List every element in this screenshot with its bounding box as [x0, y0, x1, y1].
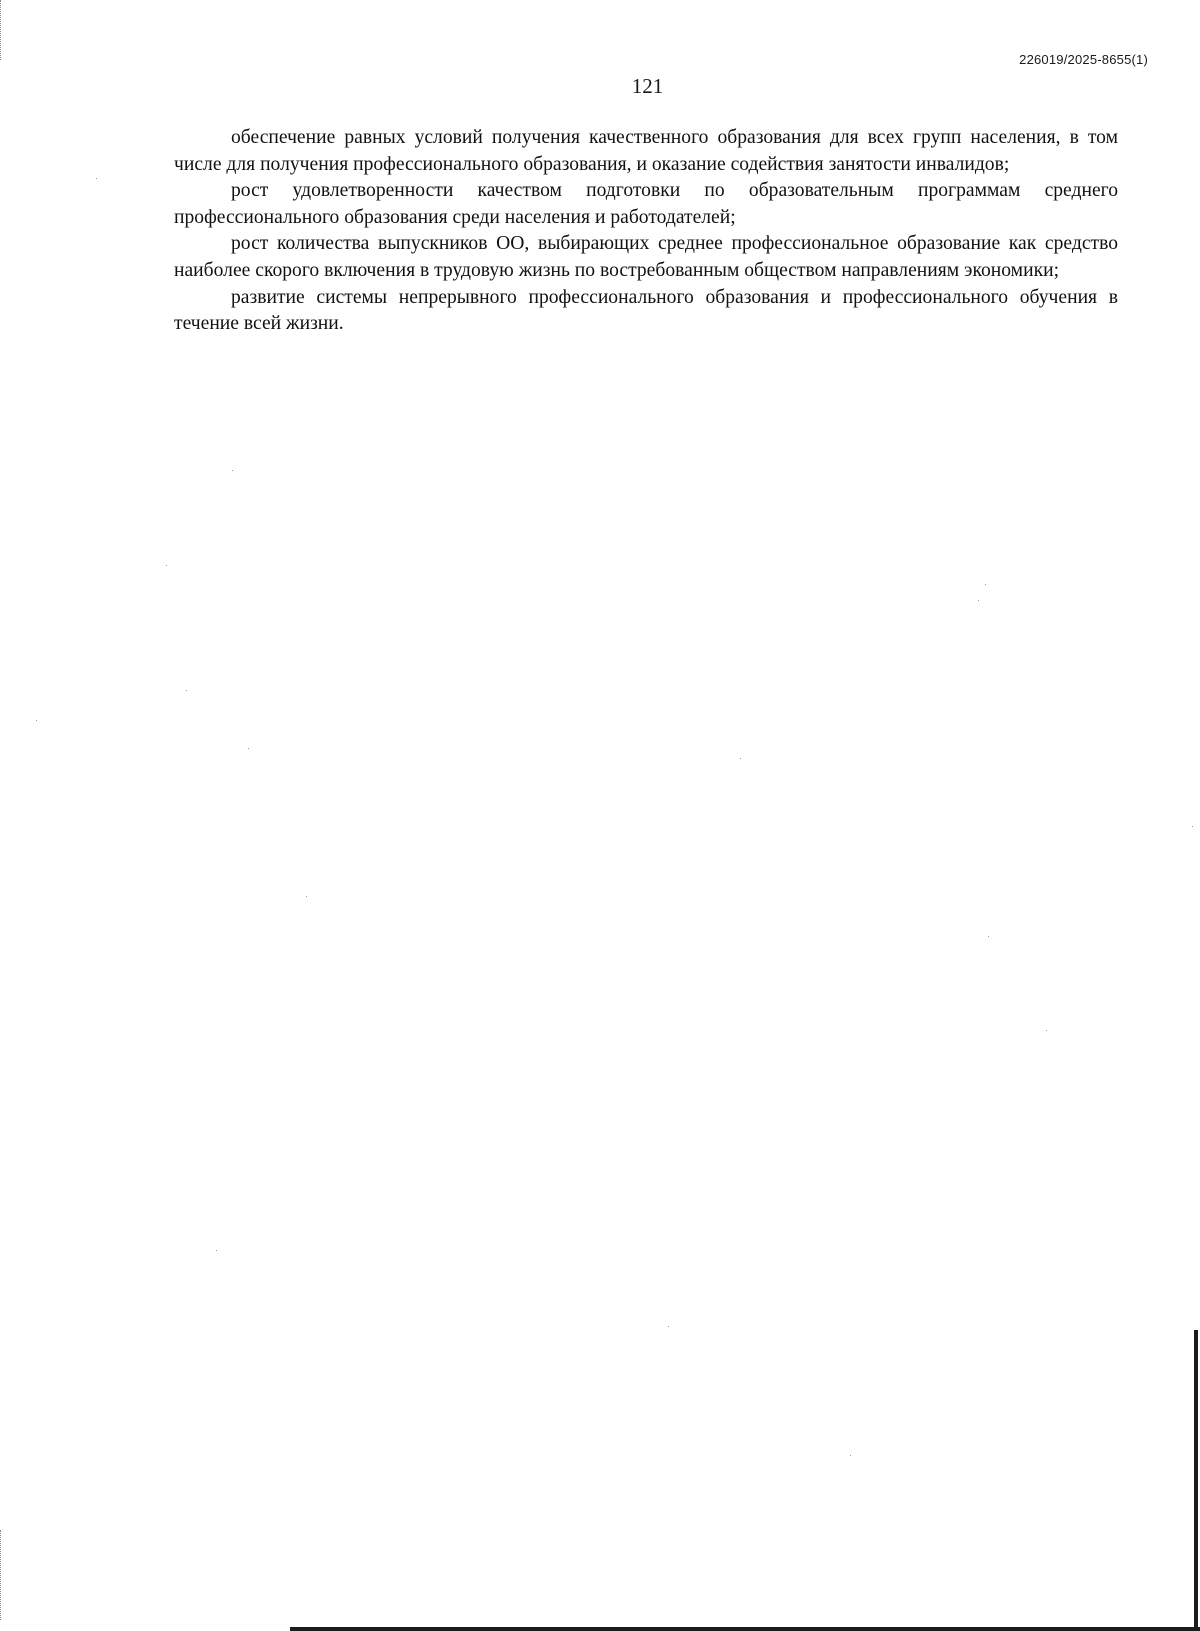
- paragraph: развитие системы непрерывного профессионального образования и профессионального обучения в течение всей жизни.: [174, 286, 1118, 335]
- scan-artifact-left-top: [0, 0, 3, 60]
- paragraph: рост количества выпускников ОО, выбирающих среднее профессиональное образование как средство наиболее скорого включения в трудовую жизнь по востребованным обществом направлениям экономики;: [174, 233, 1118, 281]
- paragraph: обеспечение равных условий получения качественного образования для всех групп населения, в том числе для получения профессионального образования, и оказание содействия занятости инвалидов;: [174, 127, 1118, 175]
- scan-artifact-bottom-edge: [290, 1627, 1200, 1631]
- scan-speck: [306, 896, 307, 897]
- scan-speck: [1046, 1030, 1047, 1031]
- scan-artifact-right-edge: [1194, 1330, 1198, 1631]
- scan-speck: [740, 758, 741, 759]
- page-number: 121: [631, 74, 664, 98]
- scan-speck: [216, 1250, 217, 1251]
- scan-speck: [850, 1455, 851, 1456]
- scan-speck: [186, 690, 187, 691]
- paragraph: рост удовлетворенности качеством подготовки по образовательным программам среднего профессионального образования среди населения и работодателей;: [174, 180, 1118, 228]
- scan-speck: [985, 584, 986, 585]
- scan-artifact-left-bottom: [0, 1530, 3, 1620]
- document-id: 226019/2025-8655(1): [1019, 52, 1148, 67]
- scan-speck: [166, 565, 167, 566]
- scan-speck: [668, 1326, 669, 1327]
- scan-speck: [36, 720, 37, 721]
- scan-speck: [248, 748, 249, 749]
- scan-speck: [1192, 826, 1193, 827]
- scan-speck: [988, 936, 989, 937]
- body-text: [174, 125, 1118, 338]
- scan-speck: [96, 178, 97, 179]
- scan-speck: [978, 600, 979, 601]
- scan-speck: [232, 470, 233, 471]
